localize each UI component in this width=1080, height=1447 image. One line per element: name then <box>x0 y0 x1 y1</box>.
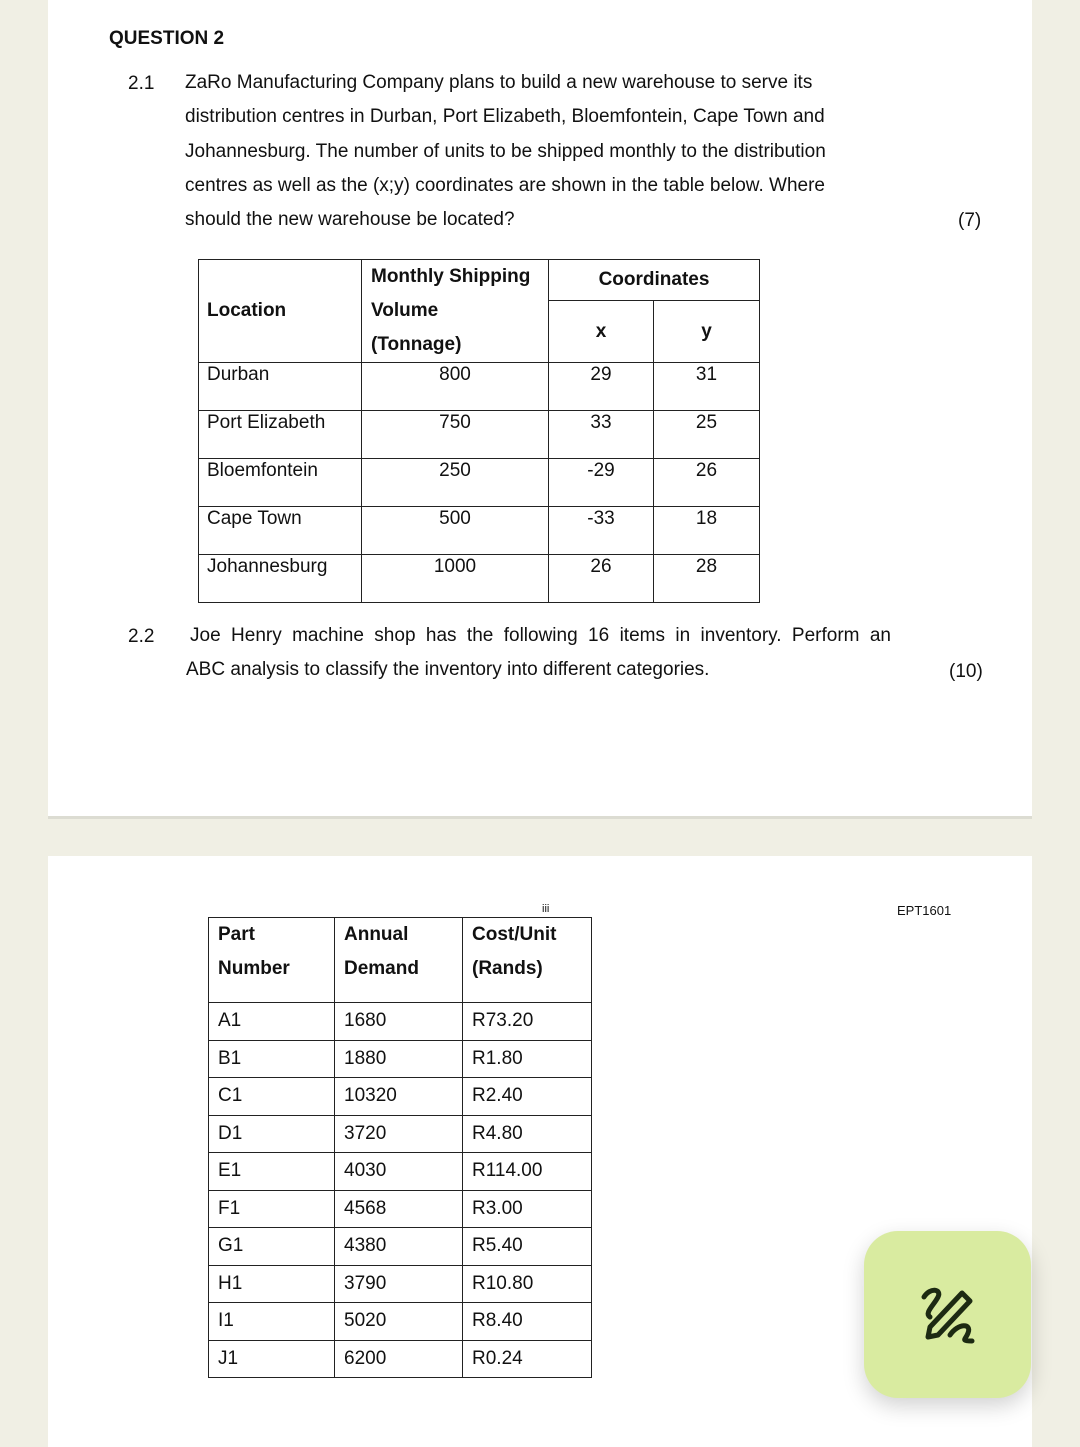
text-line: Johannesburg. The number of units to be shipped monthly to the distribution <box>185 140 826 162</box>
table-row <box>209 1228 592 1266</box>
cell-y: 25 <box>654 411 760 459</box>
cell-location: Johannesburg <box>199 555 362 603</box>
header-line: (Rands) <box>472 958 543 979</box>
cell-part: F1 <box>209 1190 335 1228</box>
header-volume-line: (Tonnage) <box>371 334 462 355</box>
cell-cost: R73.20 <box>463 1003 592 1041</box>
table-row <box>209 1040 592 1078</box>
cell-location: Cape Town <box>199 507 362 555</box>
cell-cost: R4.80 <box>463 1115 592 1153</box>
cell-part: J1 <box>209 1340 335 1378</box>
cell-demand: 10320 <box>335 1078 463 1116</box>
header-line: Part <box>218 924 255 945</box>
cell-y: 31 <box>654 363 760 411</box>
inventory-table <box>208 917 592 1378</box>
header-annual-demand <box>335 918 463 1003</box>
cell-x: -29 <box>549 459 654 507</box>
table-row <box>209 1115 592 1153</box>
header-line: Cost/Unit <box>472 924 557 945</box>
table-row <box>209 1153 592 1191</box>
table-row <box>199 555 760 603</box>
text-line: centres as well as the (x;y) coordinates are shown in the table below. Where <box>185 174 825 196</box>
question-2-2-text <box>186 619 891 688</box>
question-title: QUESTION 2 <box>109 28 225 49</box>
question-number-2-2: 2.2 <box>128 626 155 647</box>
cell-cost: R114.00 <box>463 1153 592 1191</box>
cell-volume: 800 <box>362 363 549 411</box>
marks-2-2: (10) <box>949 661 983 682</box>
table-row <box>209 1003 592 1041</box>
cell-cost: R5.40 <box>463 1228 592 1266</box>
text-line: Joe Henry machine shop has the following 16 items in inventory. Perform an <box>190 625 891 646</box>
cell-demand: 4568 <box>335 1190 463 1228</box>
cell-volume: 1000 <box>362 555 549 603</box>
header-y: y <box>654 301 760 363</box>
pen-scribble-icon <box>916 1283 980 1347</box>
cell-demand: 5020 <box>335 1303 463 1341</box>
cell-demand: 3790 <box>335 1265 463 1303</box>
cell-cost: R1.80 <box>463 1040 592 1078</box>
header-coordinates: Coordinates <box>549 260 760 301</box>
cell-cost: R3.00 <box>463 1190 592 1228</box>
cell-y: 26 <box>654 459 760 507</box>
cell-x: 26 <box>549 555 654 603</box>
text-line: ZaRo Manufacturing Company plans to build a new warehouse to serve its <box>185 72 813 93</box>
text-line: ABC analysis to classify the inventory into different categories. <box>186 659 710 681</box>
table-row <box>209 1190 592 1228</box>
header-volume <box>362 260 549 363</box>
cell-demand: 3720 <box>335 1115 463 1153</box>
course-code: EPT1601 <box>897 903 952 918</box>
table-row <box>199 411 760 459</box>
cell-cost: R0.24 <box>463 1340 592 1378</box>
cell-demand: 4380 <box>335 1228 463 1266</box>
cell-location: Durban <box>199 363 362 411</box>
cell-x: 33 <box>549 411 654 459</box>
cell-part: I1 <box>209 1303 335 1341</box>
header-cost-unit <box>463 918 592 1003</box>
table-row <box>199 459 760 507</box>
marks-2-1: (7) <box>958 210 982 231</box>
header-part-number <box>209 918 335 1003</box>
header-line: Number <box>218 958 290 979</box>
cell-demand: 6200 <box>335 1340 463 1378</box>
header-volume-line: Monthly Shipping <box>371 266 531 287</box>
cell-volume: 500 <box>362 507 549 555</box>
question-number-2-1: 2.1 <box>128 73 155 94</box>
annotate-fab-button[interactable] <box>864 1231 1031 1398</box>
table-row <box>209 1078 592 1116</box>
cell-location: Port Elizabeth <box>199 411 362 459</box>
table-row <box>199 507 760 555</box>
cell-y: 18 <box>654 507 760 555</box>
cell-volume: 750 <box>362 411 549 459</box>
document-page-1 <box>48 0 1032 816</box>
text-line: should the new warehouse be located? <box>185 209 515 231</box>
cell-part: H1 <box>209 1265 335 1303</box>
cell-demand: 1880 <box>335 1040 463 1078</box>
header-line: Annual <box>344 924 409 945</box>
cell-cost: R2.40 <box>463 1078 592 1116</box>
table-header-row <box>209 918 592 1003</box>
header-location: Location <box>199 260 362 363</box>
header-line: Demand <box>344 958 419 979</box>
cell-y: 28 <box>654 555 760 603</box>
cell-x: 29 <box>549 363 654 411</box>
cell-part: E1 <box>209 1153 335 1191</box>
cell-cost: R10.80 <box>463 1265 592 1303</box>
cell-demand: 4030 <box>335 1153 463 1191</box>
cell-part: D1 <box>209 1115 335 1153</box>
cell-location: Bloemfontein <box>199 459 362 507</box>
cell-cost: R8.40 <box>463 1303 592 1341</box>
table-row <box>209 1303 592 1341</box>
cell-volume: 250 <box>362 459 549 507</box>
text-line: distribution centres in Durban, Port Elizabeth, Bloemfontein, Cape Town and <box>185 106 825 128</box>
cell-demand: 1680 <box>335 1003 463 1041</box>
header-x: x <box>549 301 654 363</box>
cell-x: -33 <box>549 507 654 555</box>
page-marker: iii <box>542 903 550 915</box>
question-2-1-text <box>185 66 826 237</box>
table-row <box>209 1265 592 1303</box>
cell-part: A1 <box>209 1003 335 1041</box>
cell-part: G1 <box>209 1228 335 1266</box>
cell-part: C1 <box>209 1078 335 1116</box>
shipping-coordinates-table <box>198 259 760 603</box>
table-row <box>199 363 760 411</box>
header-volume-line: Volume <box>371 300 439 321</box>
table-row <box>209 1340 592 1378</box>
cell-part: B1 <box>209 1040 335 1078</box>
